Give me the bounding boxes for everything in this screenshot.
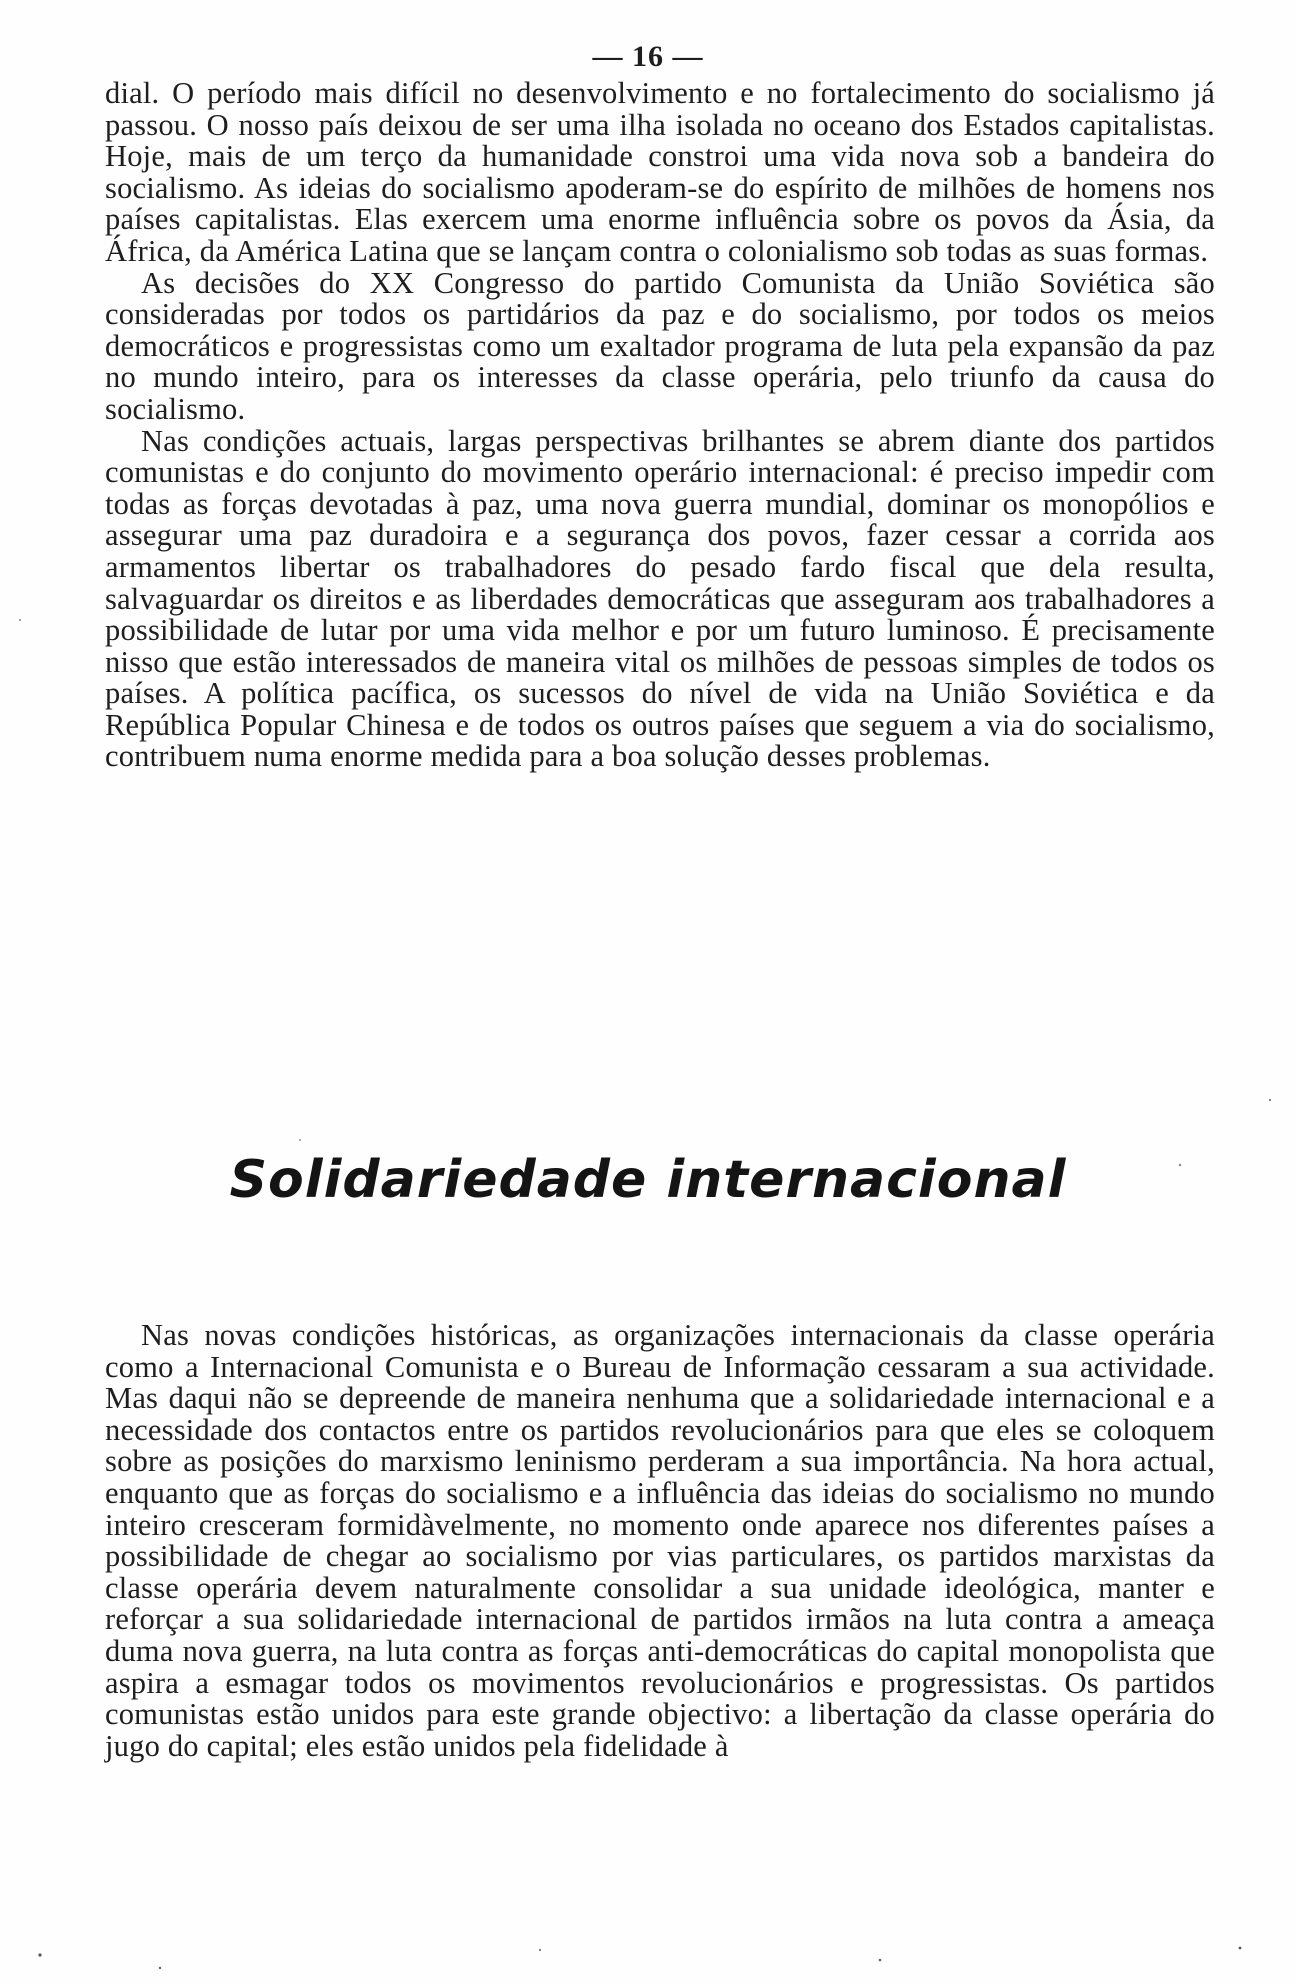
page-number: — 16 — (592, 40, 704, 73)
paragraph: dial. O período mais difícil no desenvolvimento e no fortalecimento do socialismo já passou. O nosso país deixou de ser uma ilha isolada no oceano dos Estados capitalistas. Hoje, mais de um terço da humanidade constroi uma vida nova sob a bandeira do socialismo. As ideias do socialismo apoderam-se do espírito de milhões de homens nos países capitalistas. Elas exercem uma enorme influência sobre os povos da Ásia, da África, da América Latina que se lançam contra o colonialismo sob todas as suas formas. (105, 76, 1215, 268)
paragraph: Nas condições actuais, largas perspectivas brilhantes se abrem diante dos partidos comunistas e do conjunto do movimento operário internacional: é preciso impedir com todas as forças devotadas à paz, uma nova guerra mundial, dominar os monopólios e assegurar uma paz duradoira e a segurança dos povos, fazer cessar a corrida aos armamentos libertar os trabalhadores do pesado fardo fiscal que dela resulta, salvaguardar os direitos e as liberdades democráticas que asseguram aos trabalhadores a possibilidade de lutar por uma vida melhor e por um futuro luminoso. É precisamente nisso que estão interessados de maneira vital os milhões de pessoas simples de todos os países. A política pacífica, os sucessos do nível de vida na União Soviética e da República Popular Chinesa e de todos os outros países que seguem a via do socialismo, contribuem numa enorme medida para a boa solução desses problemas. (105, 423, 1215, 774)
paragraph: As decisões do XX Congresso do partido Comunista da União Soviética são consideradas por todos os partidários da paz e do socialismo, por todos os meios democráticos e progressistas como um exaltador programa de luta pela expansão da paz no mundo inteiro, para os interesses da classe operária, pelo triunfo da causa do socialismo. (105, 265, 1215, 426)
section-heading: Solidariedade internacional (229, 1150, 1067, 1210)
text-block-bottom (105, 1320, 1215, 1762)
text-block-top (105, 78, 1215, 773)
paragraph: Nas novas condições históricas, as organizações internacionais da classe operária como a Internacional Comunista e o Bureau de Informação cessaram a sua actividade. Mas daqui não se depreende de maneira nenhuma que a solidariedade internacional e a necessidade dos contactos entre os partidos revolucionários para que eles se coloquem sobre as posições do marxismo leninismo perderam a sua importância. Na hora actual, enquanto que as forças do socialismo e a influência das ideias do socialismo no mundo inteiro cresceram formidàvelmente, no momento onde aparece nos diferentes países a possibilidade de chegar ao socialismo por vias particulares, os partidos marxistas da classe operária devem naturalmente consolidar a sua unidade ideológica, manter e reforçar a sua solidariedade internacional de partidos irmãos na luta contra a ameaça duma nova guerra, na luta contra as forças anti-democráticas do capital monopolista que aspira a esmagar todos os movimentos revolucionários e progressistas. Os partidos comunistas estão unidos para este grande objectivo: a libertação da classe operária do jugo do capital; eles estão unidos pela fidelidade à (105, 1318, 1215, 1763)
